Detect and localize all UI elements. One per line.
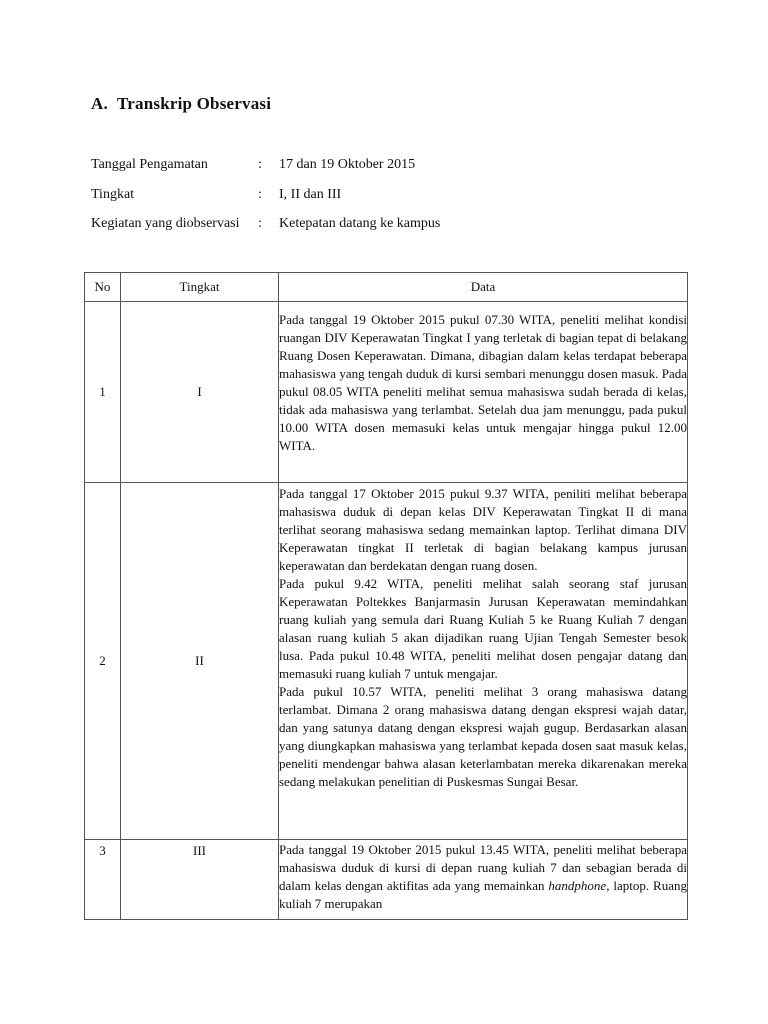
table-row [85,840,688,920]
meta-value: Ketepatan datang ke kampus [279,216,441,231]
header-data: Data [279,273,688,302]
row-tingkat: I [121,302,279,483]
row-tingkat: III [121,840,279,920]
row-number: 1 [85,302,121,483]
meta-colon: : [258,187,262,202]
data-paragraph [279,840,687,913]
header-tingkat: Tingkat [121,273,279,302]
section-number: A. [91,94,108,113]
data-text-italic: handphone [548,878,607,893]
meta-value: 17 dan 19 Oktober 2015 [279,157,416,172]
table-header-row [85,273,688,302]
row-tingkat: II [121,483,279,840]
header-no: No [85,273,121,302]
table-row [85,302,688,483]
data-text: Pada tanggal 19 Oktober 2015 pukul 13.45 WITA, peneliti melihat beberapa mahasiswa duduk di kursi di depan ruang kuliah 7 dan sebagian berada di dalam kelas dengan aktifitas ada yang memainkan [279,842,687,893]
meta-value: I, II dan III [279,187,342,202]
data-paragraph: Pada pukul 9.42 WITA, peneliti melihat salah seorang staf jurusan Keperawatan Poltekkes Banjarmasin Jurusan Keperawatan memindahkan ruang kuliah yang semula dari Ruang Kuliah 5 ke Ruang Kuliah 7 dengan alasan ruang kuliah 5 akan dijadikan ruang Ujian Tengah Semester besok lusa. Pada pukul 10.48 WITA, peneliti melihat dosen pengajar datang dan memasuki ruang kuliah 7 untuk mengajar. [279,576,687,681]
meta-row-tingkat [91,187,341,203]
data-paragraph: Pada tanggal 19 Oktober 2015 pukul 07.30 WITA, peneliti melihat kondisi ruangan DIV Keperawatan Tingkat I yang terletak di bagian tepat di belakang Ruang Dosen Keperawatan. Dimana, dibagian dalam kelas terdapat beberapa mahasiswa yang tengah duduk di kursi sembari menunggu dosen masuk. Pada pukul 08.05 WITA peneliti melihat semua mahasiswa sudah berada di kelas, tidak ada mahasiswa yang terlambat. Setelah dua jam menunggu, pada pukul 10.00 WITA dosen memasuki kelas untuk mengajar hingga pukul 12.00 WITA. [279,312,687,453]
meta-label: Tingkat [91,187,135,202]
row-number: 3 [85,840,121,920]
section-title: Transkrip Observasi [117,94,272,113]
row-data [279,840,688,920]
data-paragraph: Pada tanggal 17 Oktober 2015 pukul 9.37 WITA, peniliti melihat beberapa mahasiswa duduk di depan kelas DIV Keperawatan Tingkat II di mana terlihat seorang mahasiswa sedang memainkan laptop. Terlihat dimana DIV Keperawatan tingkat II terletak di bagian belakang kampus jurusan keperawatan dan berdekatan dengan ruang dosen. [279,486,687,573]
section-heading [91,94,271,114]
row-number: 2 [85,483,121,840]
meta-colon: : [258,157,262,172]
data-paragraph: Pada pukul 10.57 WITA, peneliti melihat 3 orang mahasiswa datang terlambat. Dimana 2 orang mahasiswa datang dengan ekspresi wajah datar, dan yang satunya datang dengan ekspresi wajah gugup. Berdasarkan alasan yang diungkapkan mahasiswa yang terlambat kepada dosen saat masuk kelas, peneliti mendengar bahwa alasan keterlambatan mereka dikarenakan mereka sedang melakukan penelitian di Puskesmas Sungai Besar. [279,684,687,789]
meta-row-tanggal [91,157,415,173]
row-data [279,483,688,840]
row-data [279,302,688,483]
observation-table [84,272,688,920]
data-text: , laptop. Ruang kuliah 7 merupakan [279,878,687,911]
table-row [85,483,688,840]
meta-row-kegiatan [91,216,440,232]
meta-label: Kegiatan yang diobservasi [91,216,240,231]
meta-colon: : [258,216,262,231]
meta-label: Tanggal Pengamatan [91,157,208,172]
